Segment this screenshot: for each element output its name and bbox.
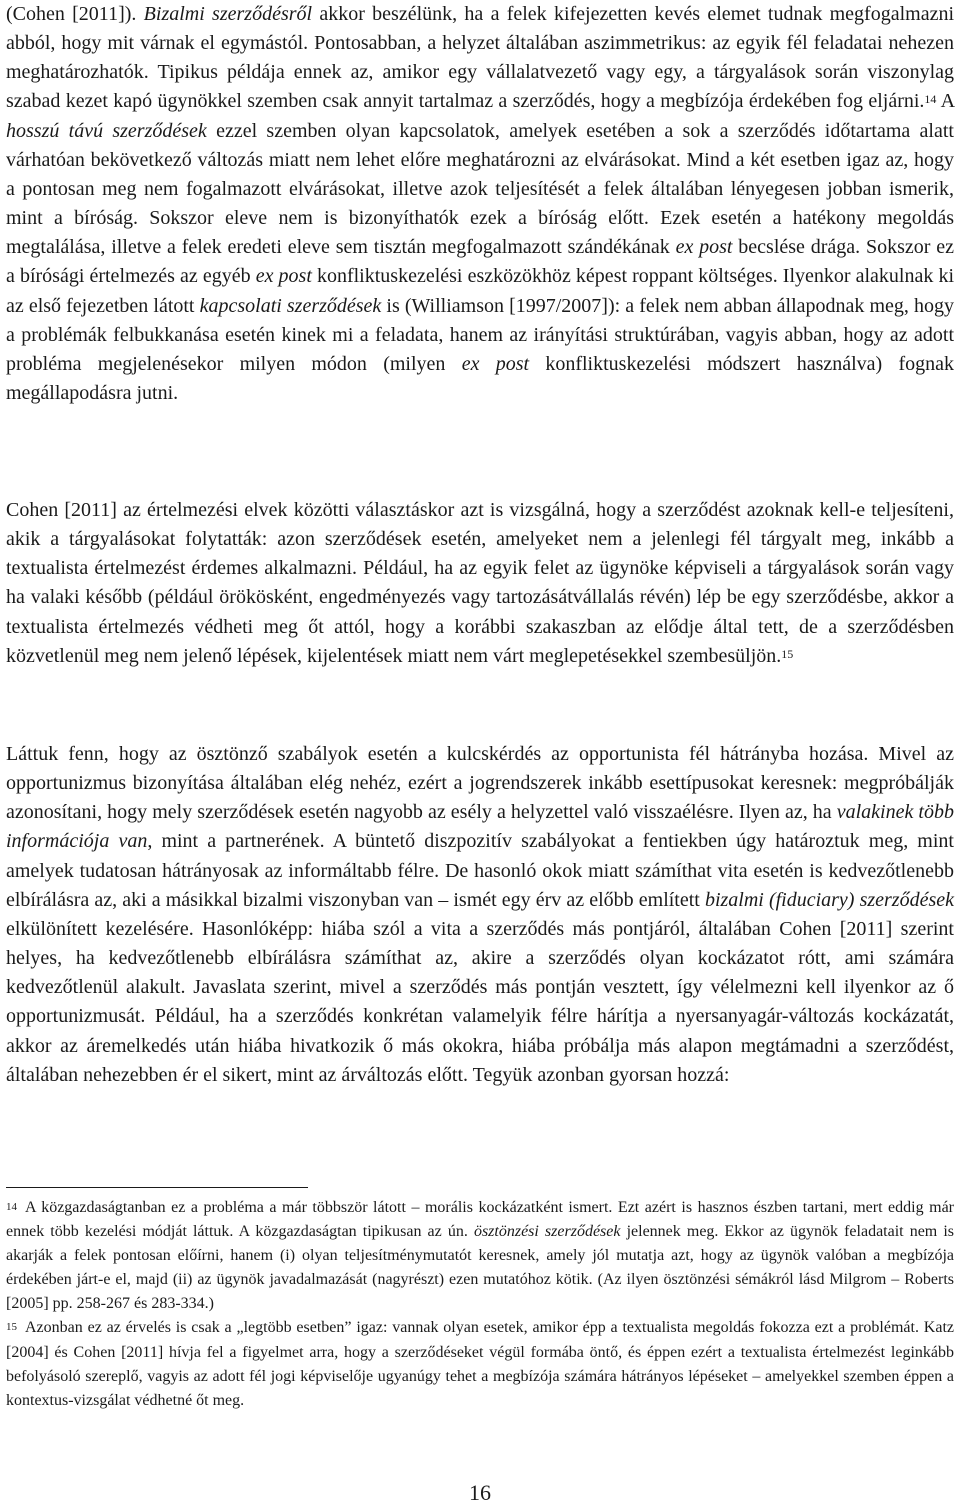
footnote-number: 15 — [6, 1321, 17, 1334]
page-number: 16 — [469, 1480, 491, 1505]
text-run: ezzel szemben olyan kapcsolatok, amelyek esetében a sok a szerződés időtartama alatt várhatóan bekövetkező változás miatt nem lehet előre meghatározni az elvárásokat. Mind a két esetben igaz az, hogy a pontosan meg nem fogalmazott elvárásokat, illetve azok teljesítését a felek általában lényegesen jobban ismerik, mint a bíróság. Sokszor eleve nem is bizonyíthatók ezek a bíróság előtt. Ezek esetén a hatékony megoldás megtalálása, illetve a felek eredeti eleve sem tisztán megfogalmazott szándékának — [6, 119, 954, 259]
footnotes — [6, 1196, 954, 1413]
italic-text: ex post — [461, 352, 530, 375]
text-run: jelennek meg. Ekkor az ügynök feladatait nem is akarják a felek pontosan előírni, hanem (i) olyan teljesítménymutatót keresnek, amely jól mutatja azt, hogy az ügynök valóban a megbízója érdekében járt-e el, majd (ii) az ügynök javadalmazását (nagyrészt) ezen mutatóhoz kötik. (Az ilyen ösztönzési sémákról lásd Milgrom – Roberts [2005] pp. 258-267 és 283-334.) — [6, 1223, 955, 1313]
text-run: akkor beszélünk, ha a felek kifejezetten kevés elemet tudnak megfogalmazni abból, hogy mit várnak el egymástól. Pontosabban, a helyzet általában aszimmetrikus: az egyik fél feladatai nehezen meghatározhatók. Tipikus példája ennek az, amikor egy vállalatvezető vagy egy, a tárgyalások során viszonylag szabad kezet kapó ügynökkel szemben csak annyit tartalmaz a szerződés, hogy a megbízója érdekében fog eljárni. — [6, 3, 955, 113]
body-paragraph-3 — [6, 740, 954, 1090]
italic-text: bizalmi (fiduciary) szerződések — [704, 888, 954, 911]
footnote-separator — [6, 1187, 308, 1188]
text-run: konfliktuskezelési módszert használva) fognak megállapodásra jutni. — [6, 352, 955, 405]
italic-text: Bizalmi szerződésről — [143, 3, 313, 25]
footnote-text — [6, 1319, 954, 1408]
footnote-14 — [6, 1196, 954, 1316]
text-run: konfliktuskezelési eszközökhöz képest roppant költséges. Ilyenkor alakulnak ki az első fejezetben látott — [6, 265, 954, 317]
text-run: A közgazdaságtanban ez a probléma a már többször látott – morális kockázatként ismert. Ezt azért is hasznos észben tartani, mert eddig már ennek több kezelési módját láttuk. A közgazdaságtan tipikusan az ún. — [6, 1199, 954, 1241]
body-paragraph-2 — [6, 496, 954, 671]
text-run: Cohen [2011] az értelmezési elvek közötti választáskor azt is vizsgálná, hogy a szerződést azoknak kell-e teljesíteni, akik a tárgyalásokat folytatták: azon szerződések esetén, amelyeket nem a jelenlegi fél tárgyalt meg, inkább a textualista értelmezést érdemes alkalmazni. Például, ha az egyik felet az ügynöke képviseli a tárgyalások során vagy ha valaki később (például örökösként, engedményezés vagy tartozásátvállalás révén) lép be egy szerződésbe, akkor a textualista értelmezés védheti meg őt attól, hogy a korábbi szakaszban az elődje által tett, de a szerződésben közvetlenül meg nem jelenő lépések, kijelentések miatt nem várt meglepetésekkel szembesüljön. — [6, 499, 954, 667]
footnote-15 — [6, 1316, 954, 1412]
text-run: A — [936, 90, 954, 113]
footnote-number: 14 — [6, 1201, 17, 1213]
footnote-reference: 14 — [924, 92, 937, 107]
text-run: becslése drága. Sokszor ez a bírósági értelmezés az egyéb — [6, 236, 955, 288]
text-run: (Cohen [2011]). — [6, 3, 144, 25]
footnote-reference: 15 — [781, 646, 794, 661]
italic-text: valakinek több információja van — [6, 801, 954, 853]
italic-text: ösztönzési szerződések — [473, 1223, 621, 1241]
footnote-text — [6, 1199, 954, 1312]
text-run: Láttuk fenn, hogy az ösztönző szabályok esetén a kulcskérdés az opportunista fél hátrányba hozása. Mivel az opportunizmus bizonyítása általában elég nehéz, ezért a jogrendszerek inkább esettípusokat keresnek: megpróbálják azonosítani, hogy mely szerződések esetén nagyobb az esély a helyzettel való visszaélésre. Ilyen az, ha — [6, 743, 954, 824]
body-paragraph-1 — [6, 0, 954, 408]
text-run: , mint a partnerének. A büntető diszpozitív szabályokat a fentiekben úgy határoztuk meg, mint amelyek tudatosan hátrányosak az informáltabb félre. De hasonló okok miatt számíthat vita esetén is kedvezőtlenebb elbírálásra az, aki a másikkal bizalmi viszonyban van – ismét egy érv az előbb említett — [6, 830, 954, 911]
italic-text: kapcsolati szerződések — [199, 294, 382, 317]
italic-text: ex post — [675, 236, 733, 259]
text-run: Azonban ez az érvelés is csak a „legtöbb esetben” igaz: vannak olyan esetek, amikor épp a textualista megoldás fokozza ezt a problémát. Katz [2004] és Cohen [2011] hívja fel a figyelmet arra, hogy a szerződéseket végül formába öntő, és éppen ezért a textualista értelmezést leginkább befolyásoló szereplő, vagyis az adott fél jogi képviselője ugyanúgy tehet a megbízója számára hátrányos lépéseket – amelyekkel szemben éppen a kontextus-vizsgálat védhetné őt meg. — [6, 1319, 954, 1409]
text-run: is (Williamson [1997/2007]): a felek nem abban állapodnak meg, hogy a problémák felbukkanása esetén kinek mi a feladata, hanem az irányítási struktúrában, vagyis abban, hogy az adott probléma megjelenésekor milyen módon (milyen — [6, 294, 955, 375]
italic-text: ex post — [255, 265, 312, 288]
italic-text: hosszú távú szerződések — [6, 119, 207, 142]
text-run: elkülönített kezelésére. Hasonlóképp: hiába szól a vita a szerződés más pontjáról, általában Cohen [2011] szerint helyes, ha kedvezőtlenebb elbírálásra számíthat az, akire a szerződés olyan kockázatot rótt, ami számára kedvezőtlenül alakult. Javaslata szerint, mivel a szerződés más pontján vesztett, így vélelmezni kell ilyenkor az ő opportunizmusát. Például, ha a szerződés konkrétan valamelyik félre hárítja a nyersanyagár-változás kockázatát, akkor az áremelkedés után hiába hivatkozik ő más okokra, hiába próbálja más alapon megtámadni a szerződést, általában nehezebben ér el sikert, mint az árváltozás előtt. Tegyük azonban gyorsan hozzá: — [6, 917, 954, 1086]
